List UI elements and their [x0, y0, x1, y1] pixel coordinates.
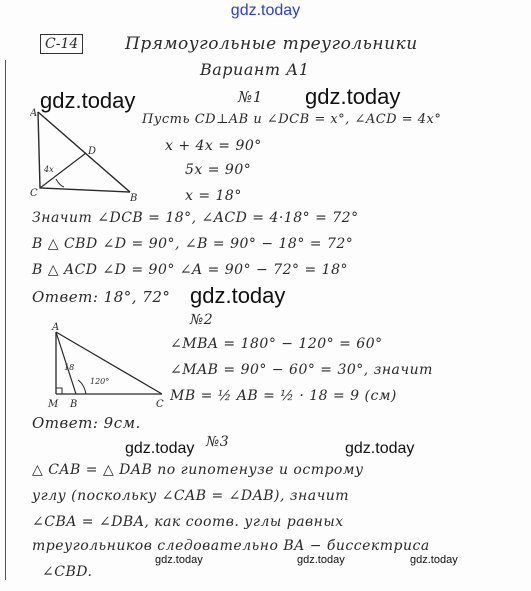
task3-line-2: углу (поскольку ∠CAB = ∠DAB), значит	[32, 488, 350, 504]
watermark-7: gdz.today	[297, 554, 345, 566]
watermark-top: gdz.today	[230, 2, 301, 19]
task2-triangle-figure	[30, 318, 165, 410]
task3-line-1: △ CAB = △ DAB по гипотенузе и острому	[32, 462, 364, 478]
label-M: M	[48, 399, 59, 410]
watermark-5: gdz.today	[345, 440, 415, 457]
watermark-3: gdz.today	[190, 283, 286, 308]
task1-triangle-figure	[30, 108, 140, 203]
label-D: D	[88, 146, 97, 157]
task3-number: №3	[206, 434, 230, 450]
label-side-18: 18	[64, 363, 75, 372]
task1-line-1: Пусть CD⊥AB и ∠DCB = x°, ∠ACD = 4x°	[142, 112, 442, 127]
task2-line-2: ∠MAB = 90° − 60° = 30°, значит	[170, 362, 433, 378]
worksheet-badge: C-14	[40, 34, 83, 54]
label-B2: B	[70, 399, 78, 410]
label-A2: A	[52, 322, 60, 333]
task2-line-3: MB = ½ AB = ½ · 18 = 9 (см)	[170, 388, 397, 404]
label-angle-120: 120°	[90, 377, 110, 386]
task1-line-4: x = 18°	[185, 188, 242, 204]
label-B: B	[130, 193, 138, 203]
task1-answer: Ответ: 18°, 72°	[32, 288, 171, 306]
task1-number: №1	[238, 88, 263, 106]
watermark-1: gdz.today	[40, 88, 136, 113]
task3-line-3: ∠CBA = ∠DBA, как соотв. углы равных	[32, 514, 344, 530]
task2-line-1: ∠MBA = 180° − 120° = 60°	[170, 336, 383, 352]
task2-number: №2	[190, 312, 214, 328]
task1-line-2: x + 4x = 90°	[165, 138, 262, 154]
task3-line-5: ∠CBD.	[42, 564, 93, 580]
task2-answer: Ответ: 9см.	[32, 414, 141, 432]
task1-line-3: 5x = 90°	[185, 162, 252, 178]
worksheet-variant: Вариант А1	[200, 60, 310, 79]
watermark-6: gdz.today	[155, 554, 203, 566]
worksheet-title: Прямоугольные треугольники	[125, 34, 418, 54]
label-angle-4x: 4x	[44, 165, 54, 174]
label-C: C	[30, 188, 38, 199]
watermark-8: gdz.today	[410, 554, 458, 566]
watermark-2: gdz.today	[305, 84, 401, 109]
label-A: A	[30, 108, 38, 119]
watermark-4: gdz.today	[125, 440, 195, 457]
task1-line-5: Значит ∠DCB = 18°, ∠ACD = 4·18° = 72°	[32, 210, 359, 226]
task3-line-4: треугольников следовательно BA − биссектриса	[32, 538, 430, 554]
task1-line-6: В △ CBD ∠D = 90°, ∠B = 90° − 18° = 72°	[32, 236, 354, 252]
task1-line-7: В △ ACD ∠D = 90° ∠A = 90° − 72° = 18°	[32, 262, 348, 278]
label-C2: C	[156, 399, 164, 410]
page-edge-line	[5, 60, 6, 580]
